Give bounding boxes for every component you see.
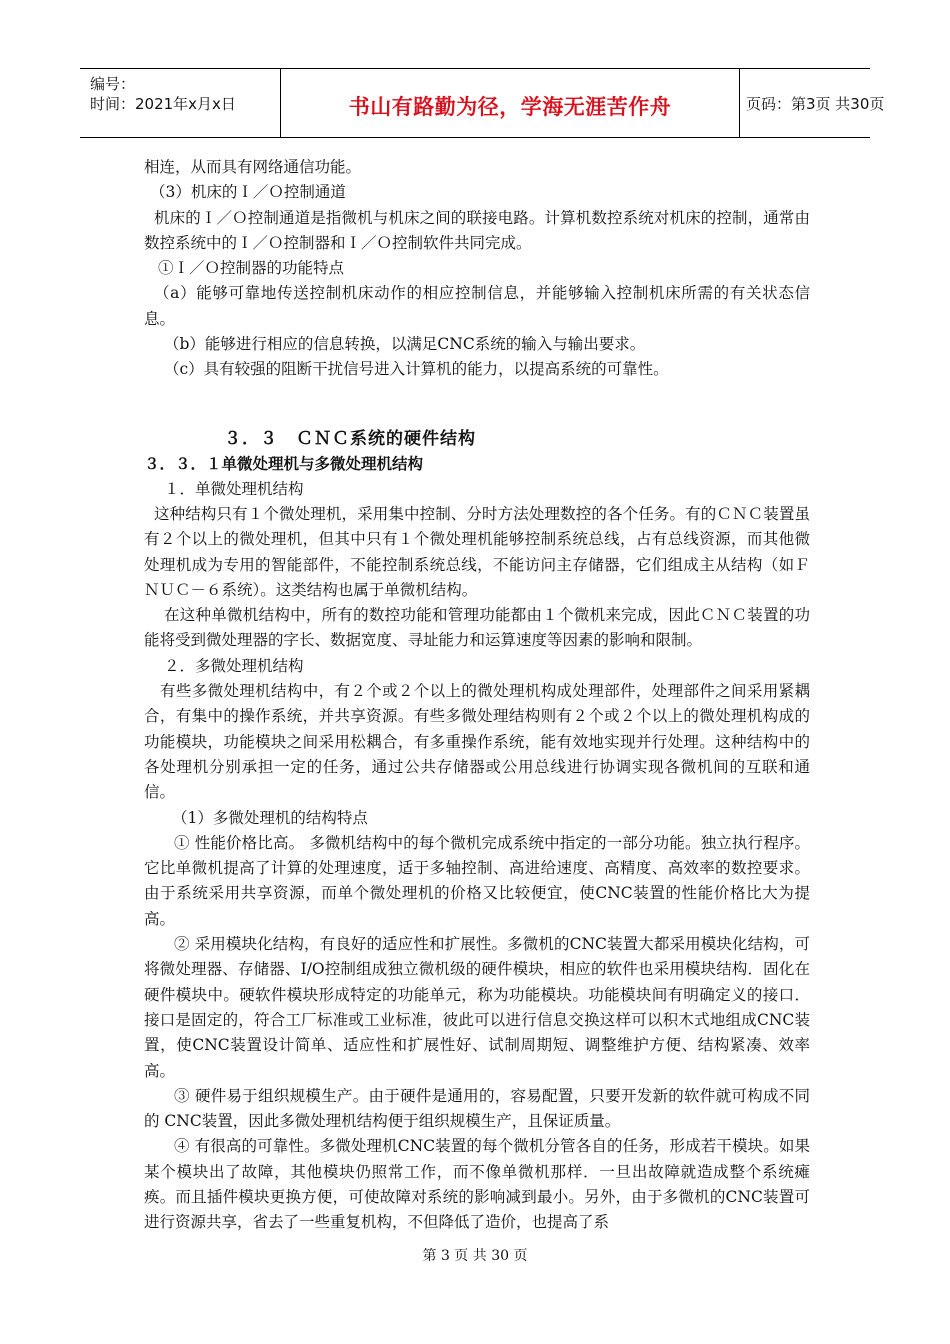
page-number-label: 页码：第3页 共30页 [746, 95, 885, 113]
section-spacer [144, 383, 810, 426]
body-paragraph: ④ 有很高的可靠性。多微处理机CNC装置的每个微机分管各自的任务，形成若干模块。如果某个模块出了故障，其他模块仍照常工作，而不像单微机那样．一旦出故障就造成整个系统瘫痪。而且插件模块更换方便，可使故障对系统的影响减到最小。另外，由于多微机的CNC装置可进行资源共享，省去了一些重复机构，不但降低了造价，也提高了系 [144, 1137, 810, 1232]
page-footer: 第 3 页 共 30 页 [422, 1248, 528, 1264]
body-paragraph: 机床的Ｉ／Ｏ控制通道是指微机与机床之间的联接电路。计算机数控系统对机床的控制，通常由数控系统中的Ｉ／Ｏ控制器和Ｉ／Ｏ控制软件共同完成。 [144, 208, 810, 252]
body-paragraph: （b）能够进行相应的信息转换，以满足CNC系统的输入与输出要求。 [164, 335, 646, 354]
header-page-cell [738, 69, 885, 137]
body-paragraph: ① 性能价格比高。 多微机结构中的每个微机完成系统中指定的一部分功能。独立执行程序。它比单微机提高了计算的处理速度，适于多轴控制、高进给速度、高精度、高效率的数控要求。由于系统采用共享资源，而单个微处理机的价格又比较便宜，使CNC装置的性能价格比大为提高。 [144, 833, 810, 928]
body-paragraph: 这种结构只有１个微处理机，采用集中控制、分时方法处理数控的各个任务。有的ＣＮＣ装置虽有２个以上的微处理机，但其中只有１个微处理机能够控制系统总线，占有总线资源，而其他微处理机成为专用的智能部件，不能控制系统总线，不能访问主存储器，它们组成主从结构（如ＦＮＵＣ－６系统）。这类结构也属于单微机结构。 [144, 504, 810, 599]
header-motto-cell [280, 69, 740, 137]
body-paragraph: ② 采用模块化结构，有良好的适应性和扩展性。多微机的CNC装置大都采用模块化结构，可将微处理器、存储器、I/O控制组成独立微机级的硬件模块，相应的软件也采用模块结构．固化在硬件模块中。硬软件模块形成特定的功能单元，称为功能模块。功能模块间有明确定义的接口．接口是固定的，符合工厂标准或工业标准，彼此可以进行信息交换这样可以积木式地组成CNC装置，使CNC装置设计简单、适应性和扩展性好、试制周期短、调整维护方便、结构紧凑、效率高。 [144, 935, 810, 1080]
body-paragraph: （c）具有较强的阻断干扰信号进入计算机的能力，以提高系统的可靠性。 [164, 360, 669, 379]
document-body [144, 155, 810, 1236]
body-paragraph: ①Ｉ／Ｏ控制器的功能特点 [158, 259, 345, 278]
body-paragraph: １．单微处理机结构 [164, 479, 304, 498]
body-paragraph: （a）能够可靠地传送控制机床动作的相应控制信息，并能够输入控制机床所需的有关状态信息。 [144, 284, 810, 328]
body-paragraph: （3）机床的Ｉ／Ｏ控制通道 [150, 183, 346, 202]
code-label: 编号： [90, 75, 136, 93]
body-paragraph: 在这种单微机结构中，所有的数控功能和管理功能都由１个微机来完成，因此ＣＮＣ装置的功能将受到微处理器的字长、数据宽度、寻址能力和运算速度等因素的影响和限制。 [144, 606, 810, 650]
section-heading: ３．３ ＣＮＣ系统的硬件结构 [224, 428, 476, 449]
subsection-heading: ３．３．１单微处理机与多微处理机结构 [144, 454, 424, 473]
body-paragraph: ③ 硬件易于组织规模生产。由于硬件是通用的，容易配置，只要开发新的软件就可构成不同的 CNC装置，因此多微处理机结构便于组织规模生产，且保证质量。 [144, 1086, 810, 1131]
date-label: 时间：2021年x月x日 [90, 95, 236, 113]
page-header [80, 68, 885, 138]
body-paragraph: 相连，从而具有网络通信功能。 [144, 158, 362, 176]
motto-text: 书山有路勤为径，学海无涯苦作舟 [348, 95, 672, 119]
body-paragraph: ２．多微处理机结构 [164, 656, 304, 675]
body-paragraph: （1）多微处理机的结构特点 [172, 808, 368, 827]
header-meta-cell [80, 69, 280, 137]
body-paragraph: 有些多微处理机结构中，有２个或２个以上的微处理机构成处理部件，处理部件之间采用紧耦合，有集中的操作系统，并共享资源。有些多微处理结构则有２个或２个以上的微处理机构成的功能模块，功能模块之间采用松耦合，有多重操作系统，能有效地实现并行处理。这种结构中的各处理机分别承担一定的任务，通过公共存储器或公用总线进行协调实现各微机间的互联和通信。 [144, 682, 810, 802]
